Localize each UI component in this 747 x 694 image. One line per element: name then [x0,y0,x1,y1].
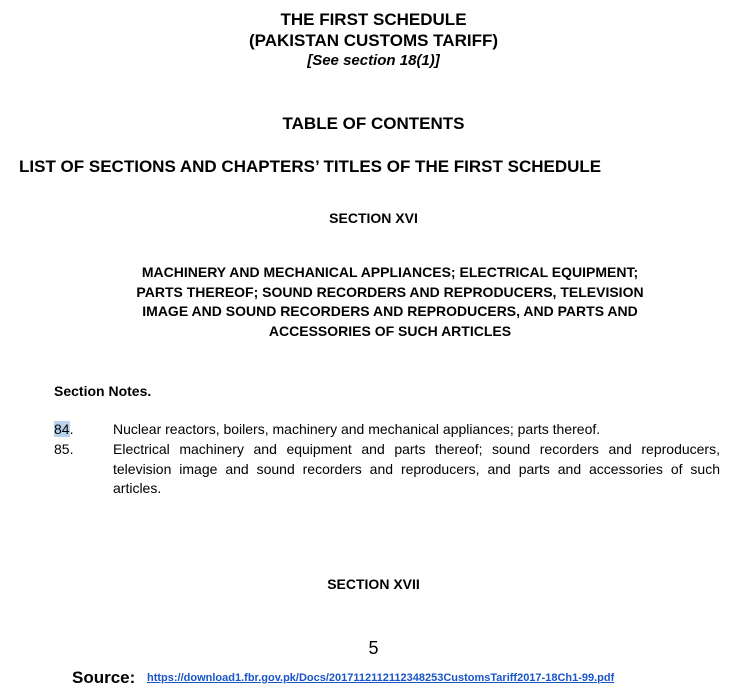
section-xvi-description [60,263,720,341]
page-number: 5 [368,638,379,658]
section-description-line: PARTS THEREOF; SOUND RECORDERS AND REPRODUCERS, TELEVISION [136,283,644,300]
note-text: Nuclear reactors, boilers, machinery and mechanical appliances; parts thereof. [113,421,601,437]
source-label: Source: [72,668,136,687]
note-number: 85. [54,441,74,457]
section-description-line: MACHINERY AND MECHANICAL APPLIANCES; ELECTRICAL EQUIPMENT; [141,264,639,280]
source-link[interactable]: https://download1.fbr.gov.pk/Docs/2017112112112348253CustomsTariff2017-18Ch1-99.pdf [147,672,615,684]
note-number-highlight: 84 [54,421,70,437]
note-number: 84. [54,421,74,437]
section-description-line: IMAGE AND SOUND RECORDERS AND REPRODUCERS, AND PARTS AND [142,303,638,319]
see-section-reference: [See section 18(1)] [307,52,440,69]
toc-heading: TABLE OF CONTENTS [282,114,465,133]
list-title: LIST OF SECTIONS AND CHAPTERS’ TITLES OF THE FIRST SCHEDULE [19,157,602,176]
section-notes-heading: Section Notes. [54,383,152,399]
schedule-subtitle: (PAKISTAN CUSTOMS TARIFF) [249,31,498,50]
section-description-line: ACCESSORIES OF SUCH ARTICLES [268,322,512,339]
note-text: Electrical machinery and equipment and parts thereof; sound recorders and reproducers, television image and sound recorders and reproducers, and parts and accessories of such articles. [113,441,720,496]
section-xvii-label: SECTION XVII [327,576,420,592]
schedule-title: THE FIRST SCHEDULE [280,10,467,29]
section-xvi-label: SECTION XVI [329,210,418,226]
